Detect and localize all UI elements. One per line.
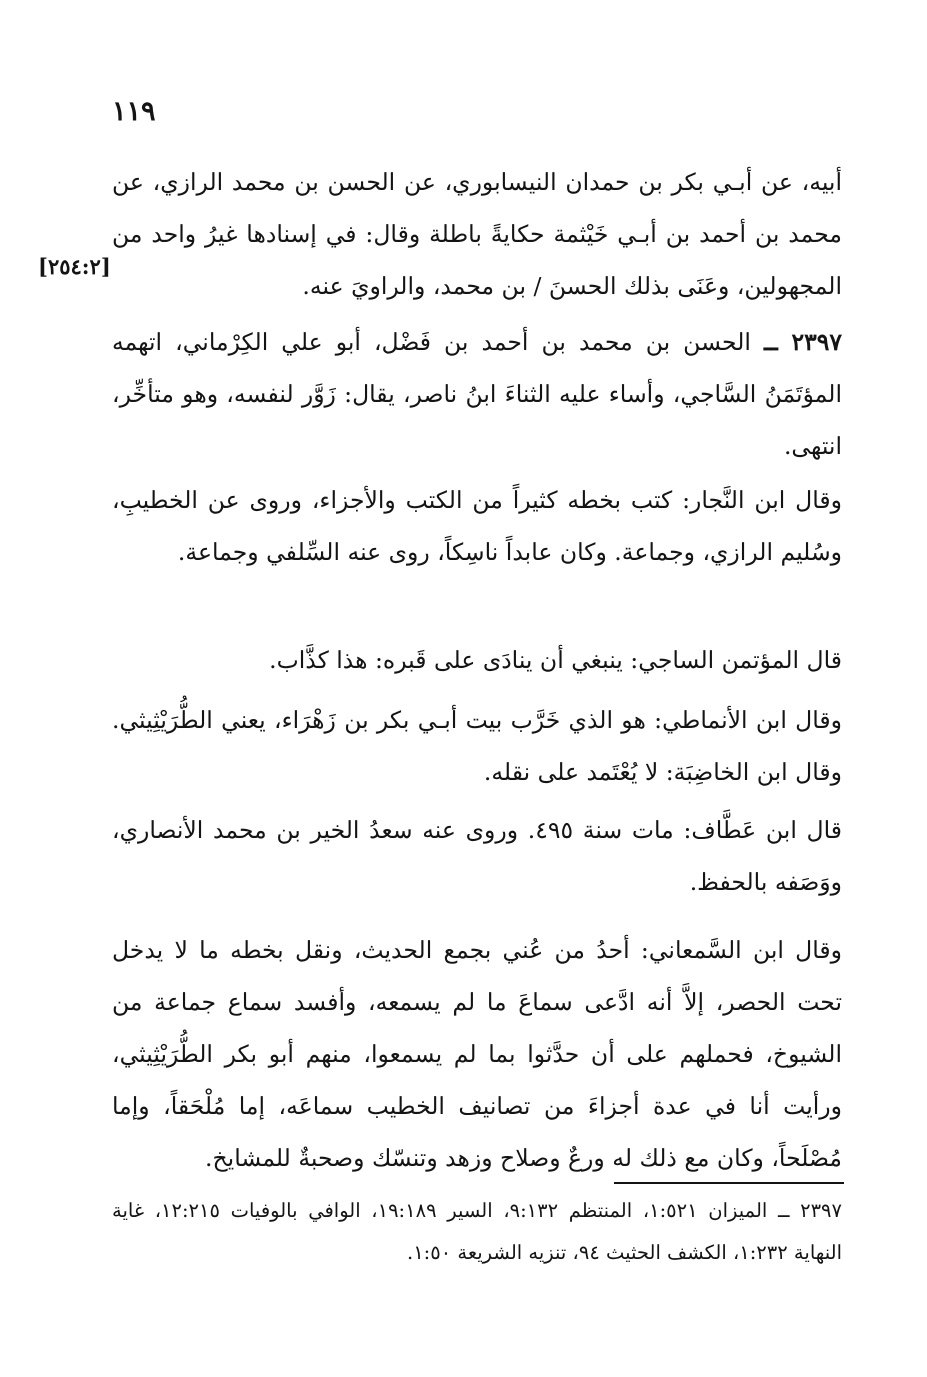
entry-2397 <box>112 316 842 472</box>
paragraph-ibn-najjar: وقال ابن النَّجار: كتب بخطه كثيراً من الكتب والأجزاء، وروى عن الخطيبِ، وسُليم الرازي، وجماعة. وكان عابداً ناسِكاً، روى عنه السِّلفي وجماعة. <box>112 486 842 566</box>
paragraph-continuation: أبيه، عن أبـي بكر بن حمدان النيسابوري، عن الحسن بن محمد الرازي، عن محمد بن أحمد بن أبـي خَيْثمة حكايةً باطلة وقال: في إسنادها غيرُ واحد من المجهولين، وعَنَى بذلك الحسنَ / بن محمد، والراويَ عنه. <box>112 168 842 300</box>
paragraph-ibn-attaf: قال ابن عَطَّاف: مات سنة ٤٩٥. وروى عنه سعدُ الخير بن محمد الأنصاري، ووَصَفه بالحفظ. <box>112 816 843 896</box>
paragraph-samani: وقال ابن السَّمعاني: أحدُ من عُني بجمع الحديث، ونقل بخطه ما لا يدخل تحت الحصر، إلاَّ أنه ادَّعى سماعَ ما لم يسمعه، وأفسد سماع جماعة من الشيوخ، فحملهم على أن حدَّثوا بما لم يسمعوا، منهم أبو بكر الطُّرَيْثِيثي، ورأيت أنا في عدة أجزاءَ من تصانيف الخطيب سماعَه، إما مُلْحَقاً، وإما مُصْلَحاً، وكان مع ذلك له ورعٌ وصلاح وزهد وتنسّك وصحبةٌ للمشايخ. <box>112 936 842 1172</box>
paragraph-saji: قال المؤتمن الساجي: ينبغي أن ينادَى على قَبره: هذا كذَّاب. <box>269 646 842 674</box>
paragraph-anmati: وقال ابن الأنماطي: هو الذي خَرَّب بيت أبـي بكر بن زَهْرَاء، يعني الطُّرَيْثِيثي. وقال ابن الخاضِبَة: لا يُعْتَمد على نقله. <box>112 706 842 786</box>
footnote: ٢٣٩٧ ــ الميزان ١:٥٢١، المنتظم ٩:١٣٢، السير ١٩:١٨٩، الوافي بالوفيات ١٢:٢١٥، غاية النهاية ١:٢٣٢، الكشف الحثيث ٩٤، تنزيه الشريعة ١:٥٠. <box>112 1199 842 1264</box>
entry-number: ٢٣٩٧ ــ <box>763 328 842 356</box>
margin-reference: [٢٥٤:٢] <box>38 254 111 279</box>
entry-text: الحسن بن محمد بن أحمد بن فَضْل، أبو علي الكِرْماني، اتهمه المؤتَمَنُ السَّاجي، وأساء عليه الثناءَ ابنُ ناصر، يقال: زَوَّر لنفسه، وهو متأخِّر، انتهى. <box>112 328 842 460</box>
page-number: ١١٩ <box>112 96 156 127</box>
footnote-divider <box>614 1182 844 1184</box>
